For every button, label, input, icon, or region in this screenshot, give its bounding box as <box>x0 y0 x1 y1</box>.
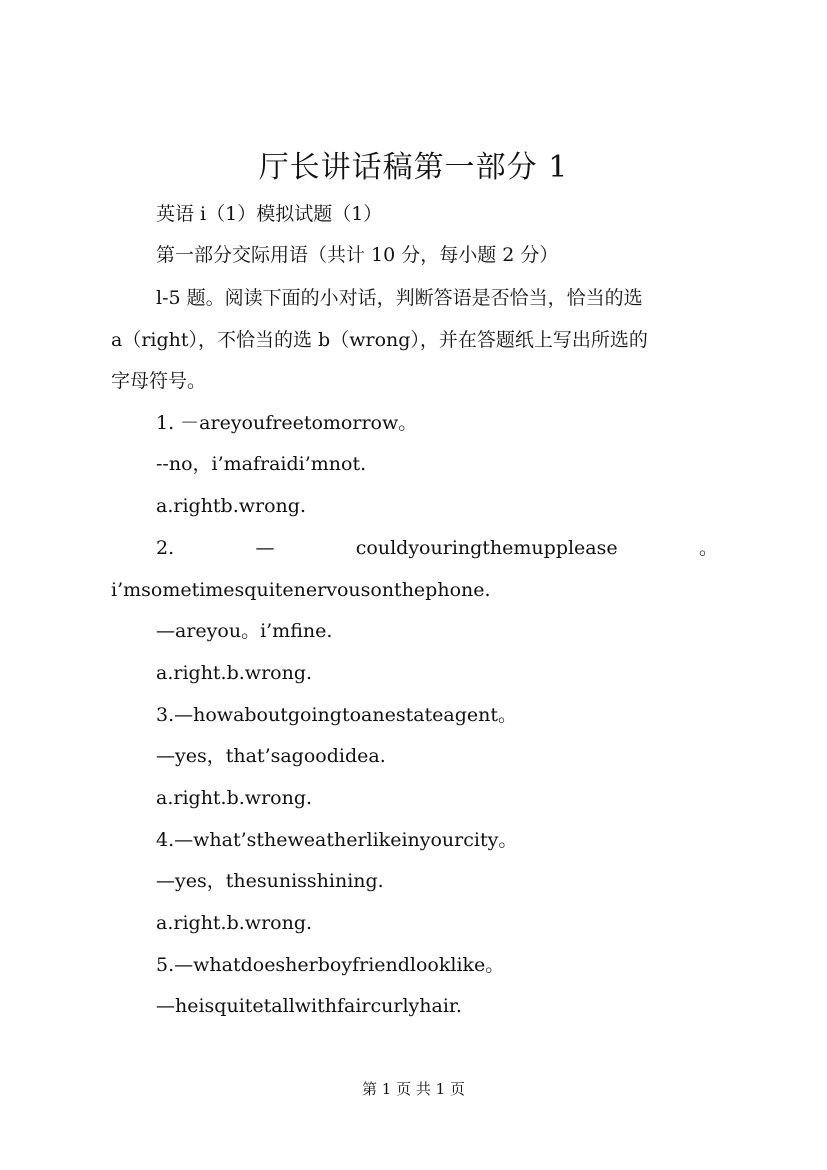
question-1-prompt: 1. －areyoufreetomorrow。 <box>156 412 418 434</box>
question-2-dash: — <box>255 537 275 559</box>
question-2-prompt-continued: i’msometimesquitenervousonthephone. <box>111 579 491 601</box>
question-2-choices: a.right.b.wrong. <box>156 662 313 684</box>
question-4-reply: —yes，thesunisshining. <box>156 870 384 892</box>
question-3-prompt: 3.—howaboutgoingtoanestateagent。 <box>156 704 518 726</box>
instruction-line-2: a（right），不恰当的选 b（wrong），并在答题纸上写出所选的 <box>111 329 648 351</box>
page-title: 厅长讲话稿第一部分 1 <box>258 150 569 185</box>
section-heading: 第一部分交际用语（共计 10 分，每小题 2 分） <box>156 244 559 266</box>
question-5-prompt: 5.—whatdoesherboyfriendlooklike。 <box>156 954 505 976</box>
question-2-prompt-text: couldyouringthemupplease <box>355 537 618 559</box>
question-2-reply: —areyou。i’mfine. <box>156 620 333 642</box>
instruction-line-3: 字母符号。 <box>111 370 207 392</box>
question-3-reply: —yes，that’sagoodidea. <box>156 745 386 767</box>
question-2-prompt <box>156 534 724 562</box>
question-4-choices: a.right.b.wrong. <box>156 912 313 934</box>
subtitle: 英语 i（1）模拟试题（1） <box>156 203 383 225</box>
question-2-end-mark: 。 <box>698 537 718 559</box>
question-4-prompt: 4.—what’stheweatherlikeinyourcity。 <box>156 829 518 851</box>
question-1-reply: --no，i’mafraidi’mnot. <box>156 453 367 475</box>
question-1-choices: a.rightb.wrong. <box>156 495 306 517</box>
page-footer: 第 1 页 共 1 页 <box>362 1080 465 1098</box>
instruction-line-1: l-5 题。阅读下面的小对话，判断答语是否恰当，恰当的选 <box>156 287 643 309</box>
question-5-reply: —heisquitetallwithfaircurlyhair. <box>156 995 462 1017</box>
question-3-choices: a.right.b.wrong. <box>156 787 313 809</box>
question-2-number: 2. <box>156 537 175 559</box>
